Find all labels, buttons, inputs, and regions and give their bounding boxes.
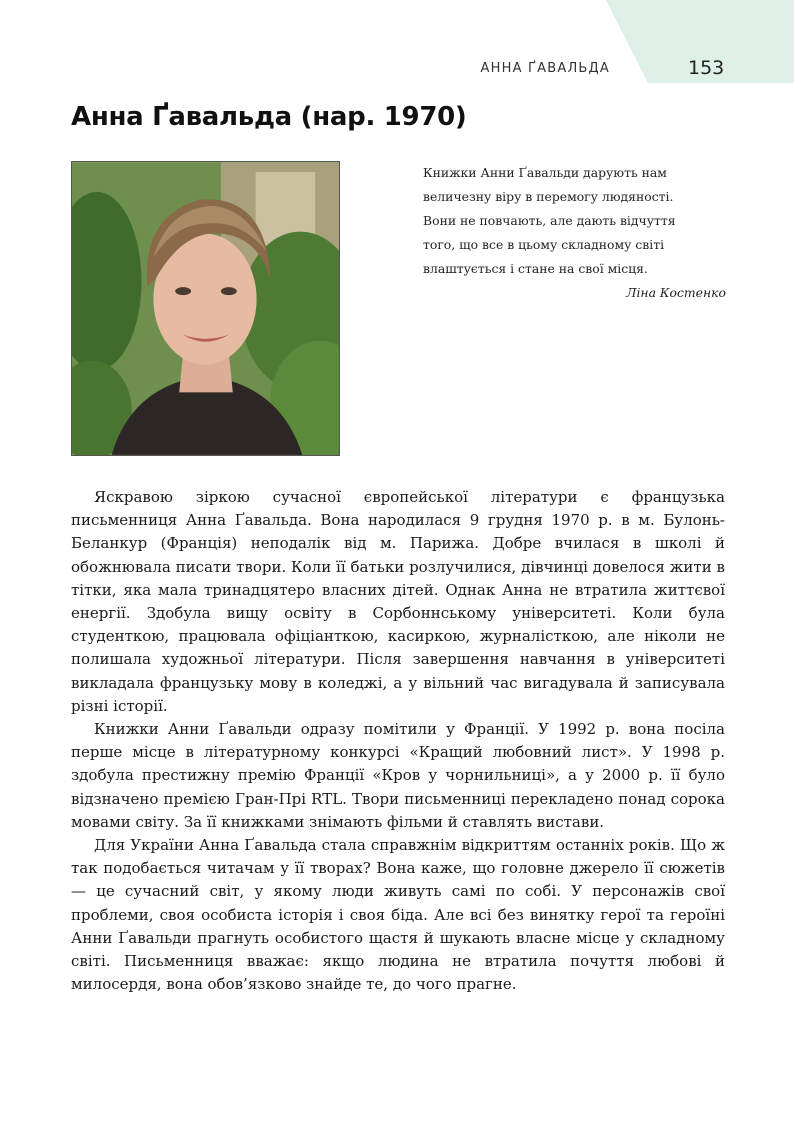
epigraph-line: Книжки Анни Ґавальди дарують нам [423, 165, 667, 180]
author-portrait-photo [71, 161, 340, 456]
epigraph-line: влаштується і стане на свої місця. [423, 261, 648, 276]
epigraph-line: того, що все в цьому складному світі [423, 237, 665, 252]
running-head-title: АННА ҐАВАЛЬДА [480, 61, 610, 76]
epigraph [423, 161, 726, 305]
page-title: Анна Ґавальда (нар. 1970) [71, 102, 467, 132]
portrait-illustration [72, 162, 339, 455]
biography-text [71, 486, 725, 996]
paragraph: Для України Анна Ґавальда стала справжнім відкриттям останніх років. Що ж так подобається читачам у її творах? Вона каже, що головне джерело її сюжетів — це сучасний світ, у якому люди живуть самі по собі. У персонажів свої проблеми, своя особиста історія і своя біда. Але всі без винятку герої та героїні Анни Ґавальди прагнуть особистого щастя й шукають власне місце у складному світі. Письменниця вважає: якщо людина не втратила почуття любові й милосердя, вона обов’язково знайде те, до чого прагне. [71, 836, 725, 994]
epigraph-line: величезну віру в перемогу людяності. [423, 189, 674, 204]
page-number: 153 [688, 57, 725, 79]
epigraph-author: Ліна Костенко [626, 285, 726, 300]
paragraph: Книжки Анни Ґавальди одразу помітили у Франції. У 1992 р. вона посіла перше місце в літературному конкурсі «Кращий любовний лист». У 1998 р. здобула престижну премію Франції «Кров у чорнильниці», а у 2000 р. її було відзначено премією Гран-Прі RTL. Твори письменниці перекладено понад сорока мовами світу. За її книжками знімають фільми й ставлять вистави. [71, 720, 725, 831]
paragraph: Яскравою зіркою сучасної європейської літератури є французька письменниця Анна Ґавальда. Вона народилася 9 грудня 1970 р. в м. Булонь-Беланкур (Франція) неподалік від м. Парижа. Добре вчилася в школі й обожнювала писати твори. Коли її батьки розлучилися, дівчинці довелося жити в тітки, яка мала тринадцятеро власних дітей. Однак Анна не втратила життєвої енергії. Здобула вищу освіту в Сорбоннському університеті. Коли була студенткою, працювала офіціанткою, касиркою, журналісткою, але ніколи не полишала художньої літератури. Після завершення навчання в університеті викладала французьку мову в коледжі, а у вільний час вигадувала й записувала різні історії. [71, 488, 725, 715]
epigraph-line: Вони не повчають, але дають відчуття [423, 213, 676, 228]
